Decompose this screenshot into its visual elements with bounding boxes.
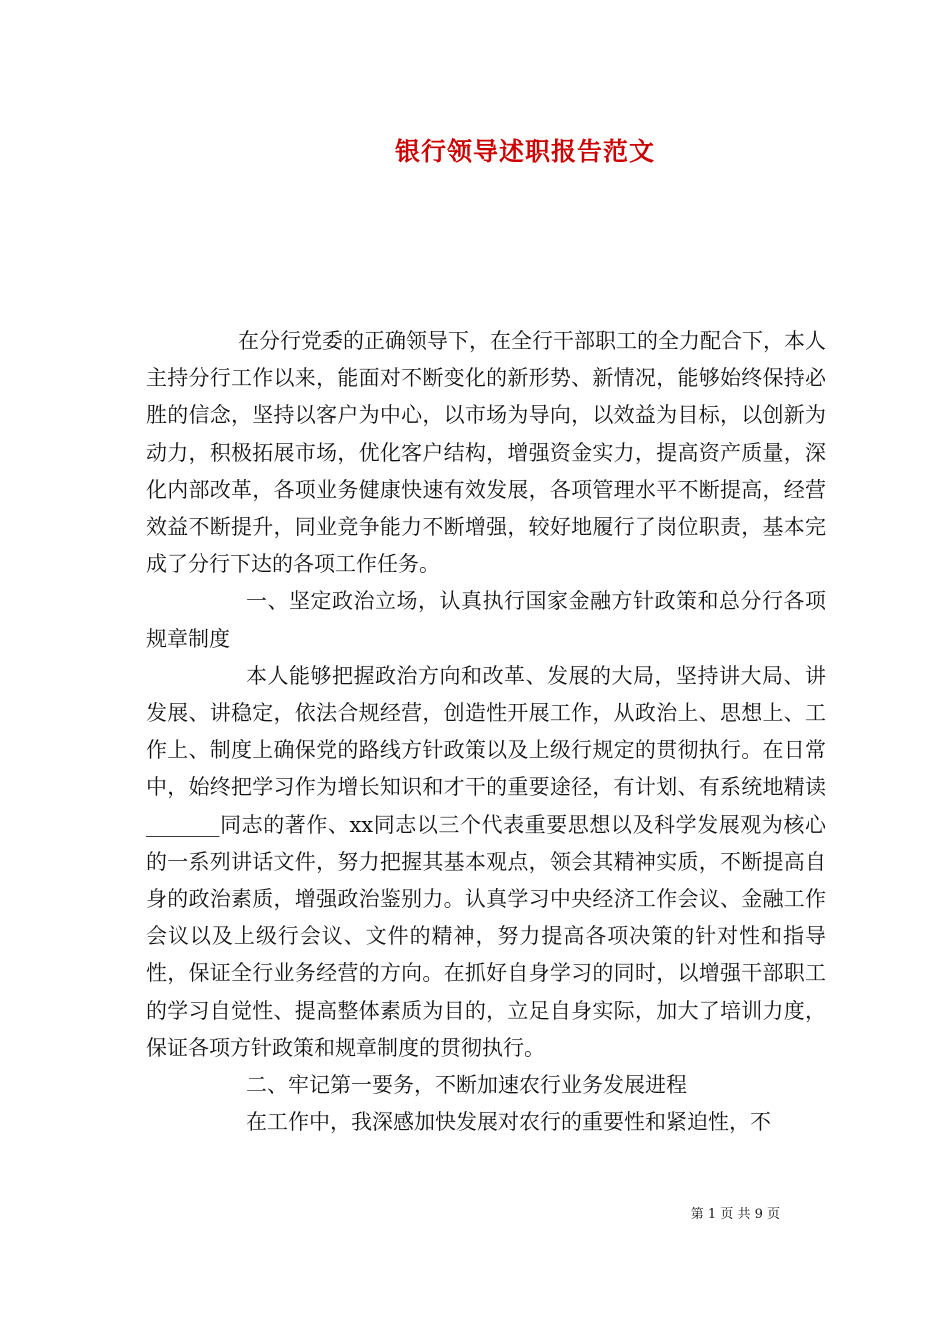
document-title: 银行领导述职报告范文 bbox=[394, 137, 655, 166]
section-heading-1: 一、坚定政治立场，认真执行国家金融方针政策和总分行各项规章制度 bbox=[146, 589, 826, 651]
paragraph-section-2: 在工作中，我深感加快发展对农行的重要性和紧迫性，不 bbox=[246, 1110, 771, 1135]
section-heading-2: 二、牢记第一要务，不断加速农行业务发展进程 bbox=[246, 1073, 687, 1098]
page-footer bbox=[691, 1203, 780, 1222]
page-number: 第 1 页 共 9 页 bbox=[690, 1207, 780, 1222]
paragraph-intro: 在分行党委的正确领导下，在全行干部职工的全力配合下，本人主持分行工作以来，能面对不断变化的新形势、新情况，能够始终保持必胜的信念，坚持以客户为中心，以市场为导向，以效益为目标，以创新为动力，积极拓展市场，优化客户结构，增强资金实力，提高资产质量，深化内部改革，各项业务健康快速有效发展，各项管理水平不断提高，经营效益不断提升，同业竞争能力不断增强，较好地履行了岗位职责，基本完成了分行下达的各项工作任务。 bbox=[146, 329, 826, 577]
document-body bbox=[146, 323, 826, 1141]
paragraph-section-1: 本人能够把握政治方向和改革、发展的大局，坚持讲大局、讲发展、讲稳定，依法合规经营，创造性开展工作，从政治上、思想上、工作上、制度上确保党的路线方针政策以及上级行规定的贯彻执行。在日常中，始终把学习作为增长知识和才干的重要途径，有计划、有系统地精读_______同志的著作、xx同志以三个代表重要思想以及科学发展观为核心的一系列讲话文件，努力把握其基本观点，领会其精神实质，不断提高自身的政治素质，增强政治鉴别力。认真学习中央经济工作会议、金融工作会议以及上级行会议、文件的精神，努力提高各项决策的针对性和指导性，保证全行业务经营的方向。在抓好自身学习的同时，以增强干部职工的学习自觉性、提高整体素质为目的，立足自身实际，加大了培训力度，保证各项方针政策和规章制度的贯彻执行。 bbox=[146, 663, 826, 1060]
